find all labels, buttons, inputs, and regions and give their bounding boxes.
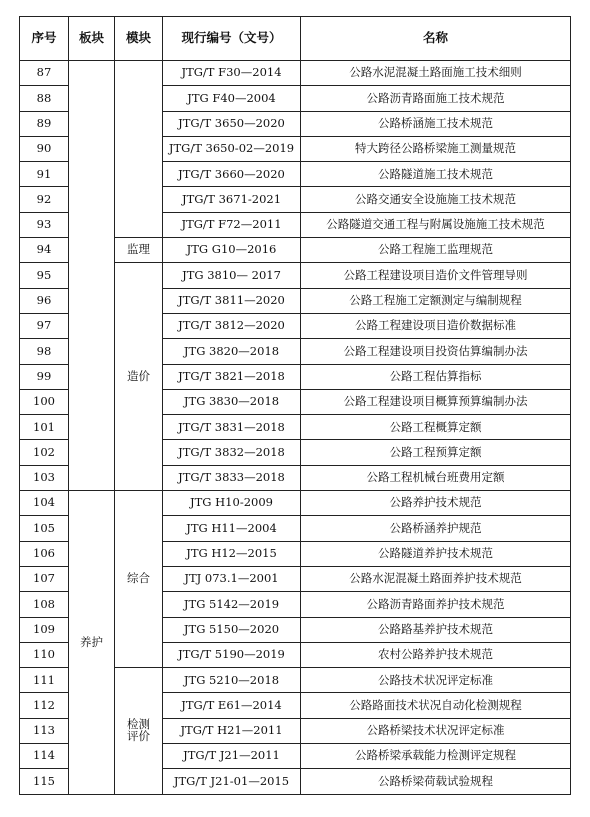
row-index: 89 — [20, 111, 69, 136]
row-index: 87 — [20, 61, 69, 86]
row-index: 108 — [20, 592, 69, 617]
module-inspection-line1: 检测 — [127, 717, 150, 732]
board-cell-empty — [69, 61, 115, 491]
header-module: 模块 — [115, 17, 163, 61]
row-index: 91 — [20, 162, 69, 187]
standards-table — [19, 16, 571, 795]
row-code: JTG G10—2016 — [163, 238, 301, 263]
row-code: JTG/T H21—2011 — [163, 718, 301, 743]
row-title: 公路路面技术状况自动化检测规程 — [301, 693, 571, 718]
row-title: 公路隧道养护技术规范 — [301, 541, 571, 566]
row-title: 公路沥青路面养护技术规范 — [301, 592, 571, 617]
header-code: 现行编号（文号） — [163, 17, 301, 61]
row-index: 112 — [20, 693, 69, 718]
module-supervision: 监理 — [115, 238, 163, 263]
row-code: JTG/T 3671-2021 — [163, 187, 301, 212]
row-code: JTG/T E61—2014 — [163, 693, 301, 718]
row-index: 90 — [20, 136, 69, 161]
row-code: JTG H12—2015 — [163, 541, 301, 566]
row-index: 113 — [20, 718, 69, 743]
row-index: 109 — [20, 617, 69, 642]
row-title: 公路隧道交通工程与附属设施施工技术规范 — [301, 212, 571, 237]
row-index: 97 — [20, 313, 69, 338]
row-title: 农村公路养护技术规范 — [301, 642, 571, 667]
module-cell-empty — [115, 61, 163, 238]
row-title: 公路工程估算指标 — [301, 364, 571, 389]
module-inspection-line2: 评价 — [127, 728, 150, 743]
header-board: 板块 — [69, 17, 115, 61]
header-name: 名称 — [301, 17, 571, 61]
row-code: JTG/T 3821—2018 — [163, 364, 301, 389]
row-index: 114 — [20, 744, 69, 769]
row-code: JTG H10-2009 — [163, 491, 301, 516]
row-code: JTG/T 3811—2020 — [163, 288, 301, 313]
module-inspection — [115, 668, 163, 794]
row-title: 公路桥梁荷载试验规程 — [301, 769, 571, 794]
row-title: 公路工程施工监理规范 — [301, 238, 571, 263]
row-index: 96 — [20, 288, 69, 313]
row-code: JTJ 073.1—2001 — [163, 566, 301, 591]
row-code: JTG F40—2004 — [163, 86, 301, 111]
row-title: 公路工程概算定额 — [301, 415, 571, 440]
header-row — [20, 17, 571, 61]
row-title: 公路路基养护技术规范 — [301, 617, 571, 642]
row-code: JTG/T 3812—2020 — [163, 313, 301, 338]
row-title: 公路桥涵养护规范 — [301, 516, 571, 541]
row-index: 93 — [20, 212, 69, 237]
row-title: 公路工程建设项目造价数据标准 — [301, 313, 571, 338]
table-body — [20, 61, 571, 795]
table-row — [20, 61, 571, 86]
row-title: 公路工程施工定额测定与编制规程 — [301, 288, 571, 313]
row-code: JTG H11—2004 — [163, 516, 301, 541]
row-title: 公路工程机械台班费用定额 — [301, 465, 571, 490]
row-index: 106 — [20, 541, 69, 566]
row-title: 公路隧道施工技术规范 — [301, 162, 571, 187]
row-code: JTG 3820—2018 — [163, 339, 301, 364]
row-index: 104 — [20, 491, 69, 516]
row-code: JTG/T 3660—2020 — [163, 162, 301, 187]
row-index: 98 — [20, 339, 69, 364]
row-title: 公路工程建设项目概算预算编制办法 — [301, 389, 571, 414]
row-title: 公路桥梁技术状况评定标准 — [301, 718, 571, 743]
row-code: JTG/T 3650—2020 — [163, 111, 301, 136]
row-title: 公路沥青路面施工技术规范 — [301, 86, 571, 111]
row-title: 公路桥梁承载能力检测评定规程 — [301, 744, 571, 769]
row-index: 99 — [20, 364, 69, 389]
row-code: JTG/T 3831—2018 — [163, 415, 301, 440]
table-header — [20, 17, 571, 61]
row-title: 公路工程预算定额 — [301, 440, 571, 465]
row-index: 105 — [20, 516, 69, 541]
row-title: 公路技术状况评定标准 — [301, 668, 571, 693]
row-title: 公路水泥混凝土路面施工技术细则 — [301, 61, 571, 86]
row-title: 公路桥涵施工技术规范 — [301, 111, 571, 136]
row-index: 95 — [20, 263, 69, 288]
row-title: 公路工程建设项目投资估算编制办法 — [301, 339, 571, 364]
row-index: 88 — [20, 86, 69, 111]
module-general: 综合 — [115, 491, 163, 668]
row-code: JTG 5150—2020 — [163, 617, 301, 642]
row-title: 特大跨径公路桥梁施工测量规范 — [301, 136, 571, 161]
row-index: 92 — [20, 187, 69, 212]
row-title: 公路水泥混凝土路面养护技术规范 — [301, 566, 571, 591]
table-row — [20, 491, 571, 516]
row-index: 101 — [20, 415, 69, 440]
row-title: 公路养护技术规范 — [301, 491, 571, 516]
row-code: JTG/T 5190—2019 — [163, 642, 301, 667]
row-code: JTG 5210—2018 — [163, 668, 301, 693]
row-title: 公路工程建设项目造价文件管理导则 — [301, 263, 571, 288]
row-title: 公路交通安全设施施工技术规范 — [301, 187, 571, 212]
row-code: JTG/T 3832—2018 — [163, 440, 301, 465]
row-index: 103 — [20, 465, 69, 490]
row-index: 110 — [20, 642, 69, 667]
row-code: JTG 3810— 2017 — [163, 263, 301, 288]
row-code: JTG 5142—2019 — [163, 592, 301, 617]
row-code: JTG/T J21-01—2015 — [163, 769, 301, 794]
header-index: 序号 — [20, 17, 69, 61]
row-index: 100 — [20, 389, 69, 414]
row-code: JTG/T J21—2011 — [163, 744, 301, 769]
row-index: 107 — [20, 566, 69, 591]
row-code: JTG 3830—2018 — [163, 389, 301, 414]
row-index: 111 — [20, 668, 69, 693]
row-index: 102 — [20, 440, 69, 465]
row-index: 94 — [20, 238, 69, 263]
row-code: JTG/T 3650-02—2019 — [163, 136, 301, 161]
row-code: JTG/T F30—2014 — [163, 61, 301, 86]
board-maintenance: 养护 — [69, 491, 115, 795]
module-cost: 造价 — [115, 263, 163, 491]
row-code: JTG/T F72—2011 — [163, 212, 301, 237]
row-index: 115 — [20, 769, 69, 794]
row-code: JTG/T 3833—2018 — [163, 465, 301, 490]
